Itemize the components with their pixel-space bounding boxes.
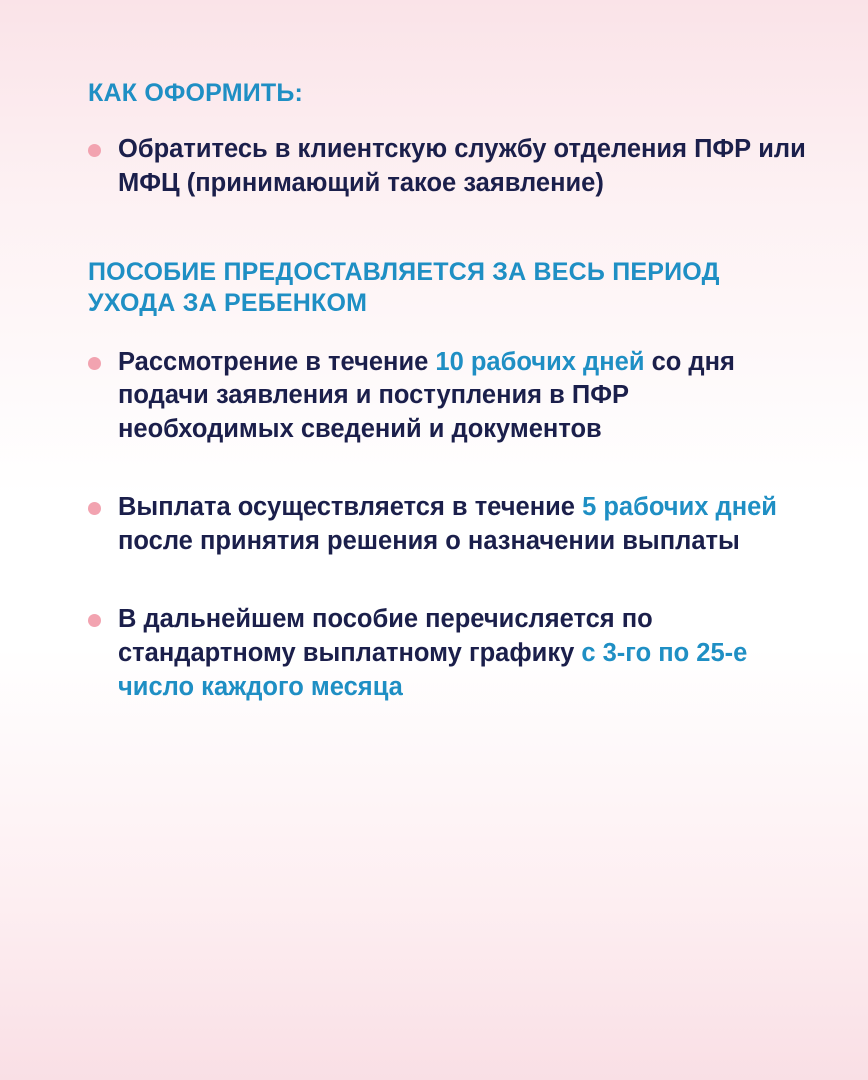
bullet-dot-icon bbox=[88, 357, 101, 370]
bullet-text-part2: со дня подачи заявления и поступления в ПФР необходимых сведений и документов bbox=[118, 347, 735, 444]
heading-how-to-apply: КАК ОФОРМИТЬ: bbox=[88, 79, 304, 107]
bullet-text-part2: после принятия решения о назначении выплаты bbox=[118, 527, 740, 556]
bullet-dot-icon bbox=[88, 144, 101, 157]
list-item bbox=[88, 603, 808, 705]
bullet-text-part1: В дальнейшем пособие перечисляется по стандартному выплатному графику bbox=[118, 605, 653, 667]
bullet-text-accent: 5 рабочих дней bbox=[582, 493, 777, 522]
bullet-dot-icon bbox=[88, 614, 101, 627]
bullet-text-part1: Рассмотрение в течение bbox=[118, 347, 436, 376]
list-item bbox=[88, 491, 808, 559]
list-item bbox=[88, 346, 808, 448]
apply-bullet-list bbox=[88, 133, 808, 201]
bullet-text: Обратитесь в клиентскую службу отделения ПФР или МФЦ (принимающий такое заявление) bbox=[118, 135, 806, 198]
list-item bbox=[88, 133, 808, 201]
bullet-text-accent: 10 рабочих дней bbox=[435, 347, 645, 376]
heading-benefit-period: ПОСОБИЕ ПРЕДОСТАВЛЯЕТСЯ ЗА ВЕСЬ ПЕРИОД УХОДА ЗА РЕБЕНКОМ bbox=[88, 258, 720, 318]
bullet-text-part1: Выплата осуществляется в течение bbox=[118, 493, 583, 522]
spacer bbox=[88, 201, 808, 257]
bullet-text-accent: с 3-го по 25-е число каждого месяца bbox=[118, 639, 748, 701]
details-bullet-list bbox=[88, 346, 808, 705]
bullet-dot-icon bbox=[88, 502, 101, 515]
